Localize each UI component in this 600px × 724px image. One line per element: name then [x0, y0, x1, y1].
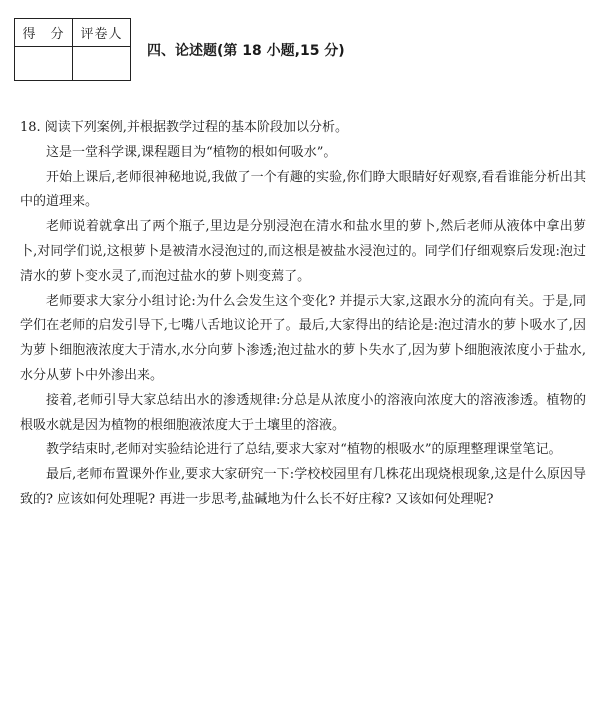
grader-header-cell: 评卷人: [73, 19, 131, 47]
case-paragraph: 最后,老师布置课外作业,要求大家研究一下:学校校园里有几株花出现烧根现象,这是什么原因导致的? 应该如何处理呢? 再进一步思考,盐碱地为什么长不好庄稼? 又该如何处理呢?: [20, 467, 586, 507]
case-paragraph: 这是一堂科学课,课程题目为“植物的根如何吸水”。: [46, 144, 337, 160]
score-table-header-row: [15, 19, 131, 47]
case-paragraph: 接着,老师引导大家总结出水的渗透规律:分总是从浓度小的溶液向浓度大的溶液渗透。植物的根吸水就是因为植物的根细胞液浓度大于土壤里的溶液。: [20, 392, 586, 433]
score-table: [14, 18, 131, 81]
section-title: 四、论述题(第 18 小题,15 分): [147, 43, 345, 59]
score-blank-cell: [15, 47, 73, 81]
case-paragraph: 老师要求大家分小组讨论:为什么会发生这个变化? 并提示大家,这跟水分的流向有关。于是,同学们在老师的启发引导下,七嘴八舌地议论开了。最后,大家得出的结论是:泡过清水的萝卜吸水了,因为萝卜细胞液浓度大于清水,水分向萝卜渗透;泡过盐水的萝卜失水了,因为萝卜细胞液浓度小于盐水,水分从萝卜中外渗出来。: [20, 293, 586, 383]
score-header-cell: 得 分: [15, 19, 73, 47]
case-paragraph: 教学结束时,老师对实验结论进行了总结,要求大家对“植物的根吸水”的原理整理课堂笔记。: [46, 442, 562, 458]
case-paragraph: 开始上课后,老师很神秘地说,我做了一个有趣的实验,你们睁大眼睛好好观察,看看谁能分析出其中的道理来。: [20, 169, 586, 210]
grader-blank-cell: [73, 47, 131, 81]
case-paragraph: 老师说着就拿出了两个瓶子,里边是分别浸泡在清水和盐水里的萝卜,然后老师从液体中拿出萝卜,对同学们说,这根萝卜是被清水浸泡过的,而这根是被盐水浸泡过的。同学们仔细观察后发现:泡过清水的萝卜变水灵了,而泡过盐水的萝卜则变蔫了。: [20, 219, 586, 284]
score-table-blank-row: [15, 47, 131, 81]
question-18: [20, 116, 586, 513]
question-prompt: 18. 阅读下列案例,并根据教学过程的基本阶段加以分析。: [20, 120, 348, 135]
